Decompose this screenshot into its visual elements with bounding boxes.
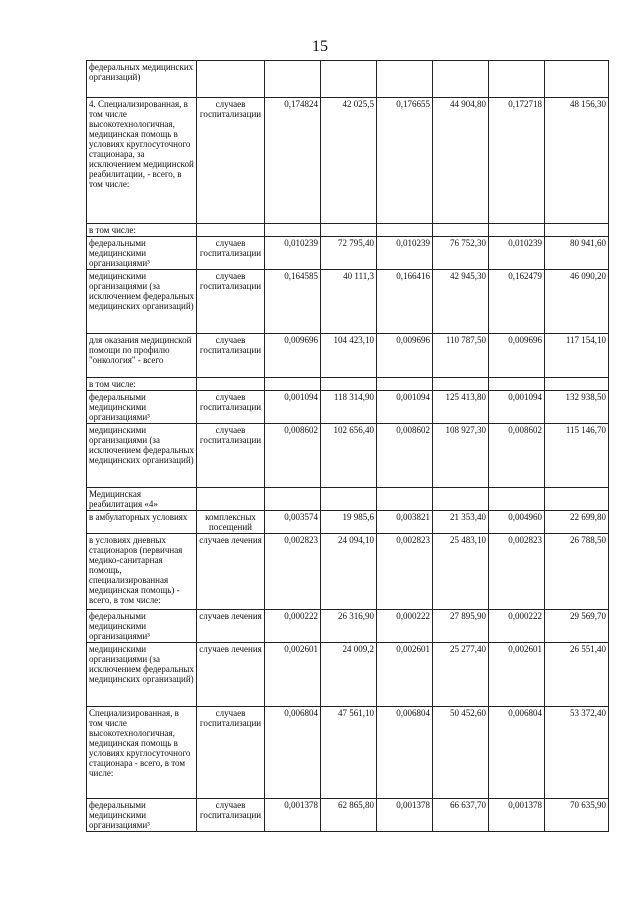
value-cell — [489, 488, 545, 511]
value-cell: 42 025,5 — [321, 98, 377, 224]
row-label-cell: федеральных медицинских организаций) — [87, 61, 197, 98]
row-label-cell: в амбулаторных условиях — [87, 511, 197, 534]
value-cell: 0,010239 — [265, 237, 321, 270]
value-cell: 0,172718 — [489, 98, 545, 224]
value-cell: 0,002601 — [489, 643, 545, 707]
row-label-cell: федеральными медицинскими организациями³ — [87, 237, 197, 270]
value-cell: 26 316,90 — [321, 610, 377, 643]
value-cell: 48 156,30 — [545, 98, 609, 224]
value-cell — [321, 224, 377, 237]
value-cell: 118 314,90 — [321, 391, 377, 424]
value-cell — [545, 488, 609, 511]
value-cell: 104 423,10 — [321, 334, 377, 378]
value-cell — [265, 224, 321, 237]
unit-cell: случаев госпитализации — [197, 334, 265, 378]
value-cell — [433, 224, 489, 237]
value-cell — [545, 378, 609, 391]
value-cell: 0,001378 — [489, 799, 545, 832]
value-cell: 66 637,70 — [433, 799, 489, 832]
row-label-cell: Медицинская реабилитация «4» — [87, 488, 197, 511]
value-cell: 0,006804 — [377, 707, 433, 799]
unit-cell — [197, 378, 265, 391]
row-label-cell: медицинскими организациями (за исключением федеральных медицинских организаций) — [87, 424, 197, 488]
value-cell: 0,001094 — [489, 391, 545, 424]
value-cell: 0,009696 — [489, 334, 545, 378]
value-cell: 24 009,2 — [321, 643, 377, 707]
row-label-cell: федеральными медицинскими организациями³ — [87, 799, 197, 832]
table-row — [87, 61, 609, 98]
value-cell — [377, 224, 433, 237]
value-cell: 0,003574 — [265, 511, 321, 534]
value-cell: 0,002601 — [265, 643, 321, 707]
row-label-cell: федеральными медицинскими организациями³ — [87, 391, 197, 424]
value-cell: 0,008602 — [377, 424, 433, 488]
row-label-cell: Специализированная, в том числе высокотехнологичная, медицинская помощь в условиях круглосуточного стационара - всего, в том числе: — [87, 707, 197, 799]
value-cell: 25 277,40 — [433, 643, 489, 707]
unit-cell: случаев госпитализации — [197, 237, 265, 270]
value-cell: 25 483,10 — [433, 534, 489, 610]
value-cell — [545, 224, 609, 237]
value-cell: 22 699,80 — [545, 511, 609, 534]
value-cell: 0,002823 — [377, 534, 433, 610]
table-row — [87, 424, 609, 488]
value-cell: 26 551,40 — [545, 643, 609, 707]
unit-cell: случаев госпитализации — [197, 98, 265, 224]
value-cell: 0,001094 — [377, 391, 433, 424]
value-cell — [433, 61, 489, 98]
unit-cell: случаев лечения — [197, 534, 265, 610]
value-cell: 0,002823 — [265, 534, 321, 610]
table-row — [87, 534, 609, 610]
value-cell: 117 154,10 — [545, 334, 609, 378]
value-cell — [265, 488, 321, 511]
value-cell: 0,000222 — [377, 610, 433, 643]
table-row — [87, 643, 609, 707]
value-cell — [265, 378, 321, 391]
unit-cell: комплексных посещений — [197, 511, 265, 534]
value-cell: 76 752,30 — [433, 237, 489, 270]
table-row — [87, 334, 609, 378]
value-cell: 0,001378 — [377, 799, 433, 832]
value-cell: 80 941,60 — [545, 237, 609, 270]
value-cell: 24 094,10 — [321, 534, 377, 610]
value-cell: 110 787,50 — [433, 334, 489, 378]
value-cell: 0,006804 — [265, 707, 321, 799]
table-row — [87, 799, 609, 832]
row-label-cell: в условиях дневных стационаров (первичная медико-санитарная помощь, специализированная медицинская помощь) - всего, в том числе: — [87, 534, 197, 610]
value-cell — [321, 61, 377, 98]
table-row — [87, 707, 609, 799]
table-row — [87, 378, 609, 391]
table-row — [87, 270, 609, 334]
value-cell — [377, 378, 433, 391]
value-cell: 29 569,70 — [545, 610, 609, 643]
value-cell — [545, 61, 609, 98]
value-cell: 0,176655 — [377, 98, 433, 224]
page-number: 15 — [312, 38, 328, 55]
value-cell: 26 788,50 — [545, 534, 609, 610]
value-cell: 0,008602 — [265, 424, 321, 488]
value-cell: 50 452,60 — [433, 707, 489, 799]
value-cell: 125 413,80 — [433, 391, 489, 424]
value-cell: 46 090,20 — [545, 270, 609, 334]
table-row — [87, 488, 609, 511]
unit-cell: случаев лечения — [197, 643, 265, 707]
value-cell: 0,174824 — [265, 98, 321, 224]
value-cell: 0,002823 — [489, 534, 545, 610]
value-cell: 62 865,80 — [321, 799, 377, 832]
unit-cell: случаев госпитализации — [197, 799, 265, 832]
value-cell: 0,004960 — [489, 511, 545, 534]
value-cell: 0,003821 — [377, 511, 433, 534]
value-cell — [321, 488, 377, 511]
value-cell: 108 927,30 — [433, 424, 489, 488]
unit-cell: случаев госпитализации — [197, 391, 265, 424]
unit-cell — [197, 224, 265, 237]
unit-cell — [197, 61, 265, 98]
value-cell — [433, 488, 489, 511]
value-cell: 102 656,40 — [321, 424, 377, 488]
value-cell — [265, 61, 321, 98]
norms-table — [86, 60, 609, 832]
value-cell: 47 561,10 — [321, 707, 377, 799]
value-cell: 0,002601 — [377, 643, 433, 707]
value-cell — [489, 224, 545, 237]
unit-cell: случаев госпитализации — [197, 424, 265, 488]
value-cell: 0,162479 — [489, 270, 545, 334]
table-row — [87, 98, 609, 224]
value-cell: 0,006804 — [489, 707, 545, 799]
value-cell: 44 904,80 — [433, 98, 489, 224]
value-cell: 0,009696 — [265, 334, 321, 378]
value-cell: 0,000222 — [489, 610, 545, 643]
row-label-cell: в том числе: — [87, 378, 197, 391]
row-label-cell: 4. Специализированная, в том числе высокотехнологичная, медицинская помощь в условиях круглосуточного стационара, за исключением медицинской реабилитации, - всего, в том числе: — [87, 98, 197, 224]
value-cell: 0,166416 — [377, 270, 433, 334]
table-row — [87, 391, 609, 424]
unit-cell — [197, 488, 265, 511]
value-cell: 132 938,50 — [545, 391, 609, 424]
table-row — [87, 511, 609, 534]
value-cell: 70 635,90 — [545, 799, 609, 832]
row-label-cell: федеральными медицинскими организациями³ — [87, 610, 197, 643]
value-cell — [377, 61, 433, 98]
value-cell: 21 353,40 — [433, 511, 489, 534]
value-cell: 53 372,40 — [545, 707, 609, 799]
value-cell: 0,164585 — [265, 270, 321, 334]
value-cell: 0,008602 — [489, 424, 545, 488]
value-cell: 0,001094 — [265, 391, 321, 424]
value-cell: 0,009696 — [377, 334, 433, 378]
value-cell: 0,000222 — [265, 610, 321, 643]
value-cell: 19 985,6 — [321, 511, 377, 534]
row-label-cell: медицинскими организациями (за исключением федеральных медицинских организаций) — [87, 270, 197, 334]
value-cell: 0,010239 — [489, 237, 545, 270]
value-cell: 72 795,40 — [321, 237, 377, 270]
table-row — [87, 224, 609, 237]
value-cell: 0,010239 — [377, 237, 433, 270]
table-row — [87, 237, 609, 270]
unit-cell: случаев лечения — [197, 610, 265, 643]
value-cell: 40 111,3 — [321, 270, 377, 334]
unit-cell: случаев госпитализации — [197, 270, 265, 334]
table-row — [87, 610, 609, 643]
value-cell: 27 895,90 — [433, 610, 489, 643]
value-cell — [489, 61, 545, 98]
row-label-cell: для оказания медицинской помощи по профилю "онкология" - всего — [87, 334, 197, 378]
row-label-cell: медицинскими организациями (за исключением федеральных медицинских организаций) — [87, 643, 197, 707]
value-cell: 0,001378 — [265, 799, 321, 832]
value-cell — [377, 488, 433, 511]
value-cell — [321, 378, 377, 391]
row-label-cell: в том числе: — [87, 224, 197, 237]
value-cell: 115 146,70 — [545, 424, 609, 488]
unit-cell: случаев госпитализации — [197, 707, 265, 799]
value-cell — [489, 378, 545, 391]
value-cell — [433, 378, 489, 391]
value-cell: 42 945,30 — [433, 270, 489, 334]
